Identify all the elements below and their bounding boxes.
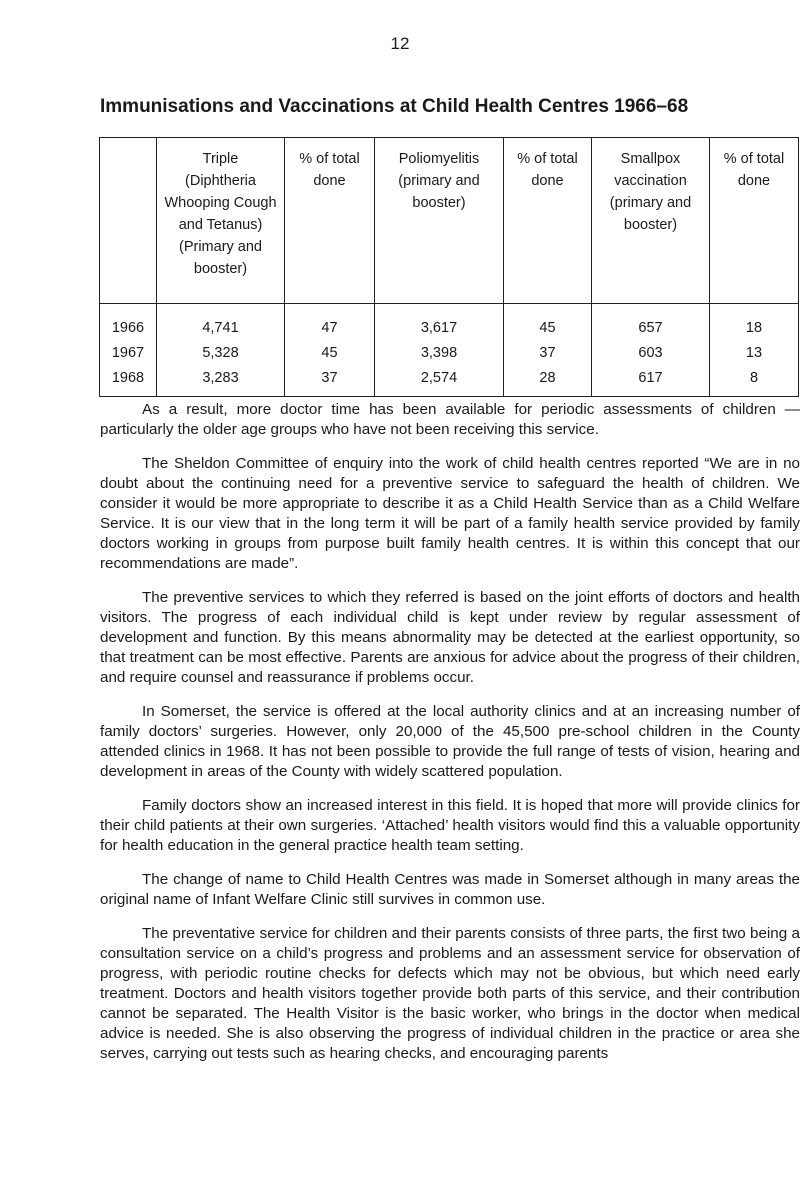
header-line: booster)	[412, 195, 466, 211]
header-line: (Diphtheria	[185, 173, 256, 189]
header-year	[100, 138, 157, 304]
table-row	[100, 366, 799, 397]
header-line: done	[737, 173, 771, 189]
header-line: (primary and	[609, 195, 692, 211]
cell-polio-percent: 45	[504, 304, 592, 341]
header-smallpox	[592, 138, 710, 304]
header-line: done	[313, 173, 346, 189]
cell-polio-percent: 28	[504, 366, 592, 397]
cell-triple-percent: 45	[285, 341, 375, 366]
paragraph: The preventative service for children and their parents consists of three parts, the first two being a consultation service on a child’s progress and problems and an assessment service for observation of progress, with periodic routine checks for defects which may not be obvious, but which need early treatment. Doctors and health visitors together provide both parts of this service, and their contribution cannot be separated. The Health Visitor is the basic worker, who brings in the doctor when medical advice is needed. She is also observing the progress of individual children in the practice or area she serves, carrying out tests such as hearing checks, and encouraging parents	[100, 925, 800, 1062]
cell-polio: 3,398	[375, 341, 504, 366]
cell-polio: 3,617	[375, 304, 504, 341]
cell-year: 1966	[100, 304, 157, 341]
header-line: booster)	[623, 217, 678, 233]
paragraph: As a result, more doctor time has been available for periodic assessments of children — particularly the older age groups who have not been receiving this service.	[100, 401, 800, 438]
header-line: vaccination	[614, 173, 687, 189]
cell-triple-percent: 47	[285, 304, 375, 341]
cell-triple: 4,741	[157, 304, 285, 341]
cell-smallpox: 657	[592, 304, 710, 341]
header-line: % of total	[723, 151, 785, 167]
cell-smallpox: 603	[592, 341, 710, 366]
header-line: Poliomyelitis	[398, 151, 480, 167]
paragraph: In Somerset, the service is offered at the local authority clinics and at an increasing number of family doctors’ surgeries. However, only 20,000 of the 45,500 pre-school children in the County attended clinics in 1968. It has not been possible to provide the full range of tests of vision, hearing and development in areas of the County with widely scattered population.	[100, 703, 800, 780]
cell-year: 1968	[100, 366, 157, 397]
cell-triple-percent: 37	[285, 366, 375, 397]
body-text	[100, 400, 800, 1064]
cell-triple: 3,283	[157, 366, 285, 397]
header-line: % of total	[517, 151, 578, 167]
cell-triple: 5,328	[157, 341, 285, 366]
header-polio	[375, 138, 504, 304]
cell-smallpox-percent: 8	[710, 366, 799, 397]
paragraph: The preventive services to which they referred is based on the joint efforts of doctors and health visitors. The progress of each individual child is kept under review by regular assessment of development and function. By this means abnormality may be detected at the earliest opportunity, so that treatment can be most effective. Parents are anxious for advice about the progress of their children, and require counsel and reassurance if problems occur.	[100, 589, 800, 686]
header-line: and Tetanus)	[178, 217, 263, 233]
table-row	[100, 304, 799, 341]
header-triple	[157, 138, 285, 304]
cell-smallpox-percent: 18	[710, 304, 799, 341]
table-row	[100, 341, 799, 366]
cell-smallpox: 617	[592, 366, 710, 397]
header-line: % of total	[299, 151, 360, 167]
cell-smallpox-percent: 13	[710, 341, 799, 366]
header-polio-percent	[504, 138, 592, 304]
paragraph: The change of name to Child Health Centres was made in Somerset although in many areas the original name of Infant Welfare Clinic still survives in common use.	[100, 871, 800, 908]
header-line: Smallpox	[620, 151, 681, 167]
header-line: done	[531, 173, 564, 189]
cell-year: 1967	[100, 341, 157, 366]
header-line: (primary and	[398, 173, 480, 189]
header-line: booster)	[193, 261, 248, 277]
paragraph: The Sheldon Committee of enquiry into the work of child health centres reported “We are in no doubt about the continuing need for a preventive service to safeguard the health of children. We consider it would be more appropriate to describe it as a Child Health Service than as a Child Welfare Service. It is our view that in the long term it will be part of a family health service provided by family doctors working in groups from purpose built family health centres. It is within this concept that our recommendations are made”.	[100, 455, 800, 572]
paragraph: Family doctors show an increased interest in this field. It is hoped that more will provide clinics for their child patients at their own surgeries. ‘Attached’ health visitors would find this a valuable opportunity for health education in the general practice health team setting.	[100, 797, 800, 854]
immunisation-table	[99, 137, 799, 397]
header-triple-percent	[285, 138, 375, 304]
header-line: (Primary and	[179, 239, 262, 255]
header-line: Triple	[202, 151, 239, 167]
page-title: Immunisations and Vaccinations at Child Health Centres 1966–68	[100, 96, 689, 117]
table-header-row	[100, 138, 799, 304]
cell-polio: 2,574	[375, 366, 504, 397]
cell-polio-percent: 37	[504, 341, 592, 366]
header-line: Whooping Cough	[164, 195, 277, 211]
header-smallpox-percent	[710, 138, 799, 304]
page-number: 12	[390, 34, 410, 53]
